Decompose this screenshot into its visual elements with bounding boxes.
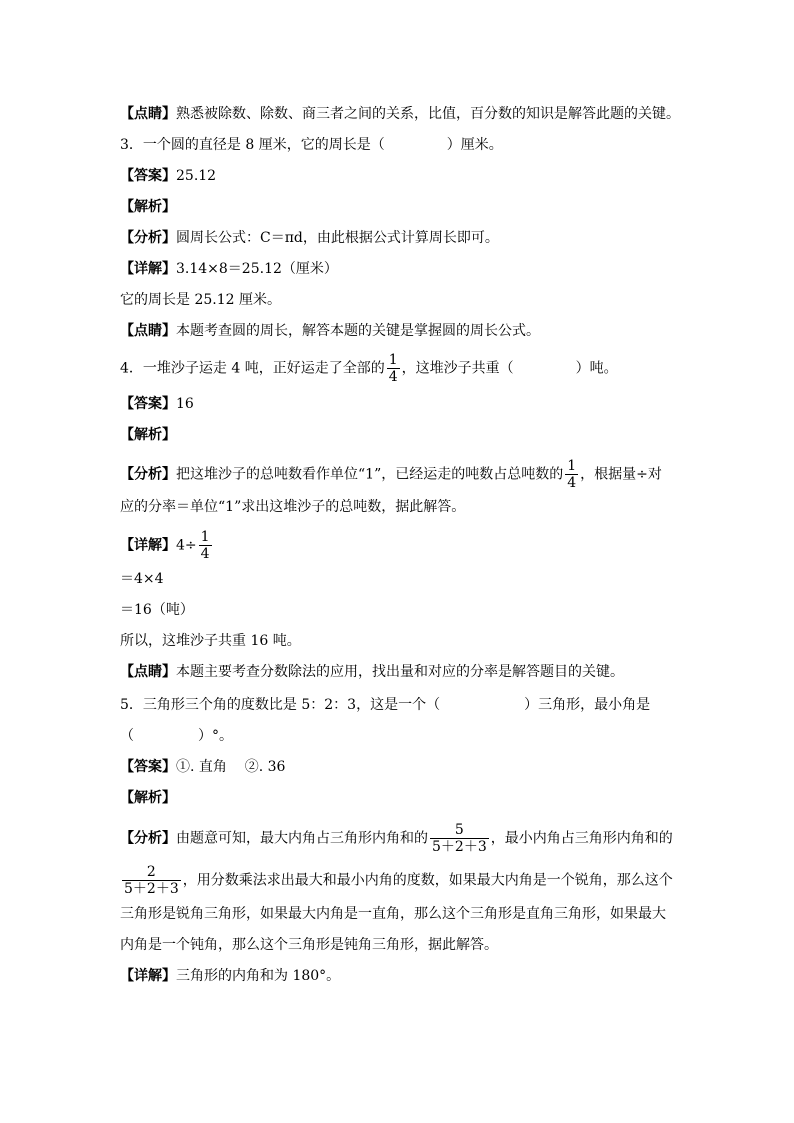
tag-dianjing: 【点睛】: [120, 664, 176, 680]
tag-jiexi: 【解析】: [120, 427, 176, 443]
xiangjie-4-step1: [120, 569, 164, 589]
fenxi-5-pre: 由题意可知，最大内角占三角形内角和的: [176, 830, 428, 847]
fenxi-3: [120, 228, 499, 248]
tag-daan: 【答案】: [120, 168, 176, 184]
question-4-mid: ，这堆沙子共重（: [401, 360, 514, 377]
question-5-tail: ）三角形，最小角是: [524, 697, 651, 713]
tag-xiangjie: 【详解】: [120, 537, 176, 554]
fenxi-5: [120, 822, 673, 855]
fenxi-5-cont2-text: 三角形是锐角三角形，如果最大内角是一直角，那么这个三角形是直角三角形，如果最大: [120, 906, 666, 922]
step-text: ＝16（吨）: [120, 602, 194, 618]
step-text: ＝4×4: [120, 571, 164, 587]
xiangjie-4: [120, 529, 214, 562]
tag-jiexi: 【解析】: [120, 199, 176, 215]
tag-daan: 【答案】: [120, 759, 176, 775]
fenxi-5-cont1-post: ，用分数乘法求出最大和最小内角的度数，如果最大内角是一个锐角，那么这个: [182, 872, 673, 889]
xiangjie-3: [120, 259, 338, 279]
jiexi-5: [120, 788, 176, 808]
fraction-numerator: 2: [146, 864, 156, 880]
answer-3-value: 25.12: [176, 168, 217, 184]
xiangjie-3-conclusion: [120, 290, 281, 310]
fraction-numerator: 1: [200, 529, 210, 545]
answer-5-value: ①. 直角 ②. 36: [176, 759, 286, 775]
fenxi-5-cont3: [120, 935, 498, 955]
conclusion-text: 所以，这堆沙子共重 16 吨。: [120, 633, 301, 649]
fraction-numerator: 1: [567, 458, 577, 474]
fraction-denominator: 4: [200, 546, 210, 562]
tag-xiangjie: 【详解】: [120, 261, 176, 277]
dianjing-4-text: 本题主要考查分数除法的应用，找出量和对应的分率是解答题目的关键。: [176, 664, 624, 680]
fenxi-4: [120, 458, 662, 491]
fenxi-5-post: ，最小内角占三角形内角和的: [490, 830, 673, 847]
line-dianjing-prev: [120, 104, 680, 124]
question-3-text: 3．一个圆的直径是 8 厘米，它的周长是（: [120, 137, 385, 153]
fraction-denominator: 4: [567, 475, 577, 491]
tag-fenxi: 【分析】: [120, 466, 176, 483]
question-5: [120, 695, 650, 715]
question-3: [120, 135, 503, 155]
fraction: [199, 529, 212, 562]
xiangjie-5: [120, 966, 340, 986]
dianjing-text: 熟悉被除数、除数、商三者之间的关系，比值，百分数的知识是解答此题的关键。: [176, 106, 680, 122]
tag-jiexi: 【解析】: [120, 790, 176, 806]
question-3-tail: ）厘米。: [446, 137, 503, 153]
fraction: [565, 458, 578, 491]
xiangjie-4-step2: [120, 600, 194, 620]
tag-fenxi: 【分析】: [120, 230, 176, 246]
dianjing-3-text: 本题考查圆的周长，解答本题的关键是掌握圆的周长公式。: [176, 323, 540, 339]
fenxi-5-cont2: [120, 904, 666, 924]
fenxi-4-cont-text: 应的分率＝单位“1”求出这堆沙子的总吨数，据此解答。: [120, 499, 466, 515]
question-4: [120, 352, 618, 385]
xiangjie-5-text: 三角形的内角和为 180°。: [176, 968, 341, 984]
xiangjie-3-text: 3.14×8＝25.12（厘米）: [176, 261, 338, 277]
fraction: [430, 822, 489, 855]
tag-fenxi: 【分析】: [120, 830, 176, 847]
question-5-text: 5．三角形三个角的度数比是 5：2：3，这是一个（: [120, 697, 441, 713]
xiangjie-4-pre: 4÷: [176, 537, 197, 554]
question-4-tail: ）吨。: [575, 360, 618, 377]
fraction: [122, 864, 181, 897]
answer-5: [120, 757, 285, 777]
answer-4-value: 16: [176, 396, 194, 412]
dianjing-4: [120, 662, 624, 682]
fenxi-4-pre: 把这堆沙子的总吨数看作单位“1”，已经运走的吨数占总吨数的: [176, 466, 564, 483]
fraction-denominator: 4: [388, 369, 398, 385]
fenxi-5-cont1: [120, 864, 673, 897]
answer-4: [120, 394, 194, 414]
answer-3: [120, 166, 216, 186]
fenxi-3-text: 圆周长公式：C＝πd，由此根据公式计算周长即可。: [176, 230, 499, 246]
fraction: [387, 352, 400, 385]
jiexi-4: [120, 425, 176, 445]
jiexi-3: [120, 197, 176, 217]
tag-xiangjie: 【详解】: [120, 968, 176, 984]
xiangjie-4-conclusion: [120, 631, 301, 651]
fraction-numerator: 5: [454, 822, 464, 838]
question-4-pre: 4．一堆沙子运走 4 吨，正好运走了全部的: [120, 360, 385, 377]
fraction-denominator: 5＋2＋3: [432, 839, 487, 855]
tag-dianjing: 【点睛】: [120, 106, 176, 122]
fenxi-4-post: ，根据量÷对: [580, 466, 662, 483]
tag-dianjing: 【点睛】: [120, 323, 176, 339]
question-5-cont-tail: ）°。: [198, 728, 233, 744]
fenxi-5-cont3-text: 内角是一个钝角，那么这个三角形是钝角三角形，据此解答。: [120, 937, 498, 953]
fraction-numerator: 1: [388, 352, 398, 368]
dianjing-3: [120, 321, 540, 341]
fraction-denominator: 5＋2＋3: [124, 881, 179, 897]
conclusion-text: 它的周长是 25.12 厘米。: [120, 292, 281, 308]
question-5-cont: [120, 726, 233, 746]
fenxi-4-cont: [120, 497, 465, 517]
question-5-cont-text: （: [120, 728, 134, 744]
tag-daan: 【答案】: [120, 396, 176, 412]
